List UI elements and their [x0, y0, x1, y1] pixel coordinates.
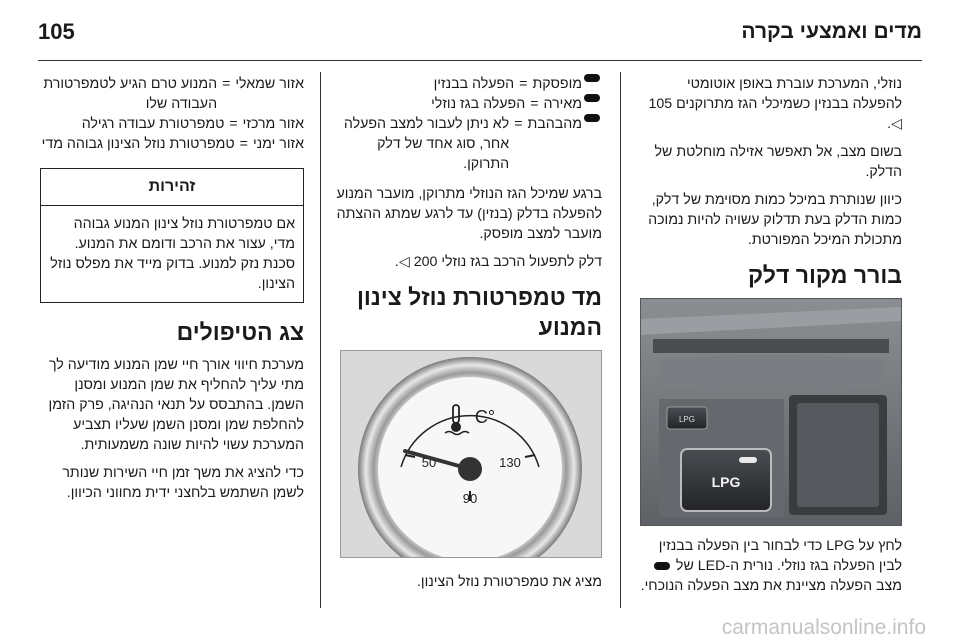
left-column	[40, 74, 304, 511]
led-indicator	[739, 457, 757, 463]
caution-title: זהירות	[41, 169, 303, 206]
paragraph: נוזלי, המערכת עוברת באופן אוטומטי להפעלה בבנזין כשמיכלי הגז מתרוקנים 105 ◁.	[648, 76, 902, 132]
led-icon	[584, 114, 600, 122]
caution-body: אם טמפרטורת נוזל צינון המנוע גבוהה מדי, עצור את הרכב ודומם את המנוע. סכנת נזק למנוע. בדוק מייד את מפלס נוזל הצינון.	[50, 216, 295, 292]
gauge-tick-label: 90	[462, 491, 478, 506]
paragraph: מערכת חיווי אורך חיי שמן המנוע מודיעה לך מתי עליך להחליף את שמן המנוע ומסנן השמן. בהתבסס על תנאי הנהיגה, פרק הזמן להחלפת שמן ומסנן השמן שעליו תצביע המערכת עשוי להיות שונה משמעותית.	[48, 357, 304, 453]
section-heading: מד טמפרטורת נוזל צינון המנוע	[356, 284, 602, 340]
column-divider-right	[620, 72, 621, 608]
led-icon	[654, 562, 670, 570]
gauge-tick-label: 130	[499, 455, 521, 470]
paragraph: ברגע שמיכל הגז הנוזלי מתרוקן, מועבר המנוע להפעלה בדלק (בנזין) עד לרגע שמתג ההצתה מועבר למצב מופסק.	[336, 186, 602, 242]
text-fragment: מצב הפעלה	[829, 578, 902, 594]
definition-term: מופסקת	[532, 76, 582, 92]
definition-term: אזור מרכזי	[242, 116, 304, 132]
equals-sign: =	[514, 116, 523, 132]
paragraph: בשום מצב, אל תאפשר אזילה מוחלטת של הדלק.	[654, 144, 902, 180]
definition-term: מאירה	[543, 96, 582, 112]
small-lpg-label: LPG	[678, 415, 696, 424]
page-header	[38, 12, 922, 52]
coolant-gauge-photo	[340, 350, 602, 558]
definition-row	[336, 94, 602, 114]
header-rule	[38, 60, 922, 61]
paragraph: כיוון שנותרת במיכל כמות מסוימת של דלק, כמות הדלק בעת תדלוק עשויה להיות נמוכה מתכולת המיכל המפורטת.	[648, 192, 902, 248]
gauge-illustration	[340, 351, 601, 558]
caution-box	[40, 168, 304, 303]
figure-caption: מציג את טמפרטורת נוזל הצינון.	[416, 574, 602, 590]
large-lpg-label: LPG	[711, 474, 741, 490]
paragraph: כדי להציג את משך זמן חיי השירות שנותר לשמן השתמש בלחצני ידית מחווני הכיוון.	[62, 465, 304, 501]
middle-column	[336, 74, 602, 600]
paragraph: דלק לתפעול הרכב בגז נוזלי 200 ◁.	[394, 254, 602, 270]
definition-row	[40, 114, 304, 134]
equals-sign: =	[519, 76, 528, 92]
definition-row	[40, 74, 304, 114]
definition-term: אזור ימני	[252, 136, 304, 152]
right-column	[636, 74, 902, 604]
chapter-title: מדים ואמצעי בקרה	[741, 20, 922, 43]
fuel-selector-photo	[640, 298, 902, 526]
definition-desc: המנוע טרם הגיע לטמפרטורת העבודה שלו	[43, 76, 218, 112]
page-number: 105	[38, 19, 75, 44]
definition-desc: טמפרטורת עבודה רגילה	[81, 116, 225, 132]
console-illustration	[640, 299, 901, 526]
definition-term: אזור שמאלי	[235, 76, 304, 92]
equals-sign: =	[239, 136, 248, 152]
watermark: carmanualsonline.info	[721, 616, 926, 639]
led-icon	[584, 74, 600, 82]
definition-desc: טמפרטורת נוזל הצינון גבוהה מדי	[41, 136, 235, 152]
gauge-unit: °C	[474, 407, 496, 427]
led-icon	[584, 94, 600, 102]
section-heading: צג הטיפולים	[176, 319, 304, 345]
equals-sign: =	[530, 96, 539, 112]
definition-desc: הפעלה בבנזין	[433, 76, 515, 92]
section-heading: בורר מקור דלק	[747, 262, 902, 288]
definition-desc: הפעלה בגז נוזלי	[431, 96, 526, 112]
text-fragment: לחץ על LPG כדי לבחור בין הפעלה בבנזין לבין הפעלה בגז נוזלי. נורית ה-LED של	[658, 538, 902, 574]
definition-row	[40, 134, 304, 154]
column-divider-left	[320, 72, 321, 608]
equals-sign: =	[222, 76, 231, 92]
equals-sign: =	[229, 116, 238, 132]
paragraph	[636, 536, 902, 596]
gauge-tick-label: 50	[421, 455, 437, 470]
gauge-hub	[458, 457, 482, 481]
definition-row	[336, 114, 602, 174]
definition-desc: לא ניתן לעבור למצב הפעלה אחר, סוג אחד של דלק התרוקן.	[343, 116, 510, 172]
definition-term: מהבהבת	[527, 116, 582, 132]
text-fragment: מציינת את מצב הפעלה הנוכחי.	[640, 578, 826, 594]
definition-row	[336, 74, 602, 94]
